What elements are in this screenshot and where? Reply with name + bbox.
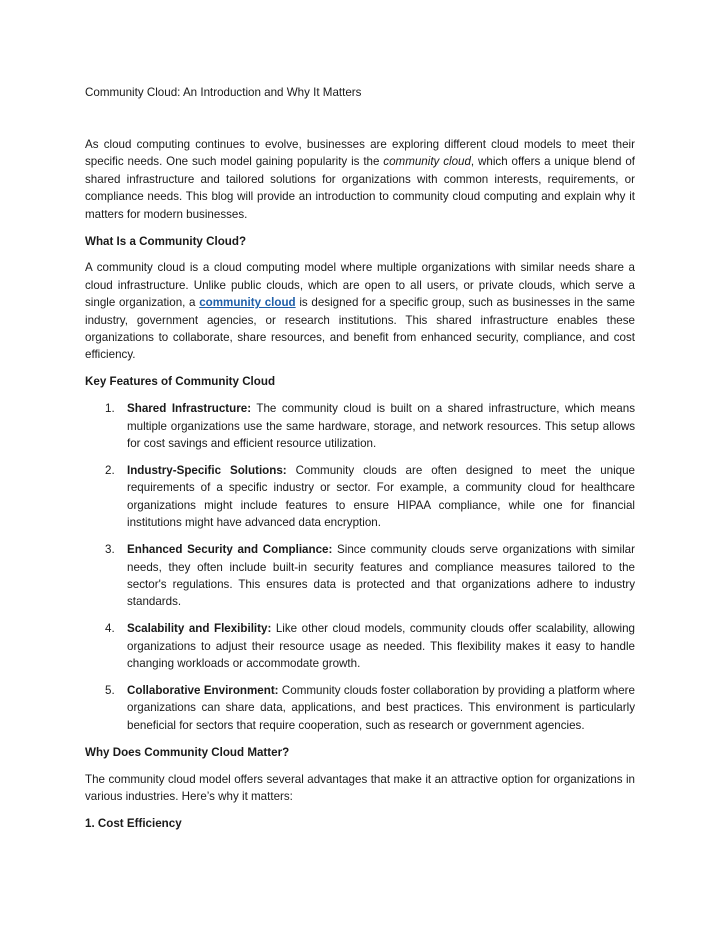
list-item <box>85 682 635 734</box>
what-is-text-start: A community cloud is a cloud computing model where multiple organizations with similar needs share a cloud infrastructure. Unlike public clouds, which are open to all users, or private clouds, which serve a single organization, a <box>85 261 635 310</box>
document-body <box>85 136 635 842</box>
list-item-text: Like other cloud models, community clouds offer scalability, allowing organizations to adjust their resource usage as needed. This flexibility makes it easy to handle changing workloads or accommodate growth. <box>127 622 635 671</box>
list-item-number: 4. <box>105 622 115 636</box>
list-item-text: Community clouds foster collaboration by providing a platform where organizations can share data, applications, and best practices. This environment is particularly beneficial for sectors that require cooperation, such as research or government agencies. <box>127 683 635 732</box>
section-heading-what-is: What Is a Community Cloud? <box>85 234 247 248</box>
section-heading-key-features: Key Features of Community Cloud <box>85 375 276 389</box>
document-title: Community Cloud: An Introduction and Why It Matters <box>85 86 362 99</box>
what-is-text-end: is designed for a specific group, such as businesses in the same industry, government agencies, or research institutions. This shared infrastructure enables these organizations to collaborate, share resources, and benefit from enhanced security, compliance, and cost efficiency. <box>85 296 636 362</box>
subheading-cost-efficiency: 1. Cost Efficiency <box>85 816 182 830</box>
intro-text-start: As cloud computing continues to evolve, businesses are exploring different cloud models to meet their specific needs. One such model gaining popularity is the <box>85 138 635 169</box>
list-item <box>85 400 635 452</box>
list-item-term: Scalability and Flexibility: <box>127 622 272 636</box>
why-matters-paragraph: The community cloud model offers several advantages that make it an attractive option for organizations in various industries. Here’s why it matters: <box>85 772 635 803</box>
list-item-term: Enhanced Security and Compliance: <box>127 543 333 557</box>
list-item-number: 1. <box>105 402 115 416</box>
list-item <box>85 541 635 611</box>
list-item-term: Collaborative Environment: <box>127 683 279 697</box>
list-item-text: Community clouds are often designed to meet the unique requirements of a specific industry or sector. For example, a community cloud for healthcare organizations might include features to ensure HIPAA compliance, while one for financial institutions might have advanced data encryption. <box>127 464 636 530</box>
what-is-paragraph <box>85 259 635 363</box>
community-cloud-link[interactable]: community cloud <box>199 296 296 310</box>
list-item-text: The community cloud is built on a shared infrastructure, which means multiple organizations use the same hardware, storage, and network resources. This setup allows for cost savings and efficient resource utilization. <box>127 402 636 451</box>
list-item-number: 5. <box>105 683 115 697</box>
list-item-text: Since community clouds serve organizations with similar needs, they often include built-in security features and compliance measures tailored to the sector's regulations. This ensures data is protected and that organizations adhere to industry standards. <box>127 543 635 609</box>
intro-italic-term: community cloud <box>383 155 471 169</box>
list-item <box>85 620 635 672</box>
intro-paragraph <box>85 136 635 223</box>
list-item-number: 3. <box>105 543 115 557</box>
intro-text-end: , which offers a unique blend of shared infrastructure and tailored solutions for organizations with common interests, requirements, or compliance needs. This blog will provide an introduction to community cloud computing and explain why it matters for modern businesses. <box>85 155 635 221</box>
list-item-term: Shared Infrastructure: <box>127 402 252 416</box>
list-item-number: 2. <box>105 464 115 477</box>
features-list <box>85 400 635 734</box>
list-item <box>85 462 635 532</box>
section-heading-why-matters: Why Does Community Cloud Matter? <box>85 745 290 759</box>
list-item-term: Industry-Specific Solutions: <box>127 464 287 477</box>
